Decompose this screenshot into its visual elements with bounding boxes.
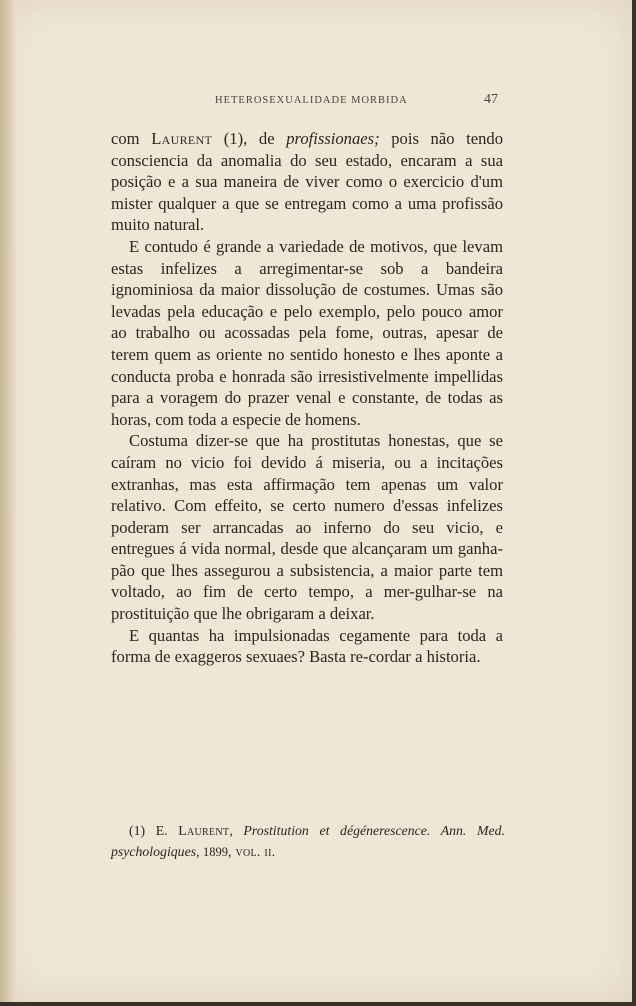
footnote-text — [111, 820, 505, 863]
paragraph-4: E quantas ha impulsionadas cegamente para toda a forma de exaggeros sexuaes? Basta re-cordar a historia. — [111, 625, 503, 667]
italic-term: profissionaes; — [286, 129, 380, 148]
footnote-author: Laurent — [178, 823, 230, 838]
author-name: Laurent — [151, 129, 213, 148]
page-number: 47 — [484, 92, 498, 107]
paragraph-1-start: com — [111, 129, 152, 148]
footnote-sep-1: , — [229, 823, 244, 838]
body-text — [111, 128, 503, 668]
paragraph-1 — [111, 128, 503, 236]
footnote-sep-2: , — [196, 844, 203, 859]
paragraph-3: Costuma dizer-se que ha prostitutas honestas, que se caíram no vicio foi devido á miseria, ou a incitações extranhas, mas esta affirmação tem apenas um valor relativo. Com effeito, se certo numero d'essas infelizes poderam ser arrancadas ao inferno do seu vicio, e entregues á vida normal, desde que alcançaram um ganha-pão que lhes assegurou a subsistencia, a maior parte tem voltado, ao fim de certo tempo, a mer-gulhar-se na prostituição que lhe obrigaram a deixar. — [111, 431, 503, 624]
running-title: HETEROSEXUALIDADE MORBIDA — [215, 95, 408, 106]
footnote-title: Prostitution et dégénerescence. Ann. Med. psychologiques — [111, 823, 505, 859]
footnote-mark: (1) E. — [129, 823, 179, 838]
footnote-volume: , vol. ii. — [227, 844, 276, 859]
paragraph-1-ref: (1), de — [212, 129, 287, 148]
footnote-year: 1899 — [202, 845, 228, 859]
page-gutter — [0, 0, 16, 1002]
paragraph-1-rest: pois não tendo consciencia da anomalia do seu estado, encaram a sua posição e a sua maneira de viver como o exercicio d'um mister qualquer a que se entregam como a uma profissão muito natural. — [111, 129, 504, 235]
footnote — [111, 820, 505, 863]
paragraph-2: E contudo é grande a variedade de motivos, que levam estas infelizes a arregimentar-se sob a bandeira ignominiosa da maior dissolução de costumes. Umas são levadas pela educação e pelo exemplo, pelo pouco amor ao trabalho ou acossadas pela fome, outras, apesar de terem quem as oriente no sentido honesto e lhes aponte a conducta proba e honrada são irresistivelmente impellidas para a voragem do prazer venal e constante, de todas as horas, com toda a especie de homens. — [111, 236, 503, 429]
